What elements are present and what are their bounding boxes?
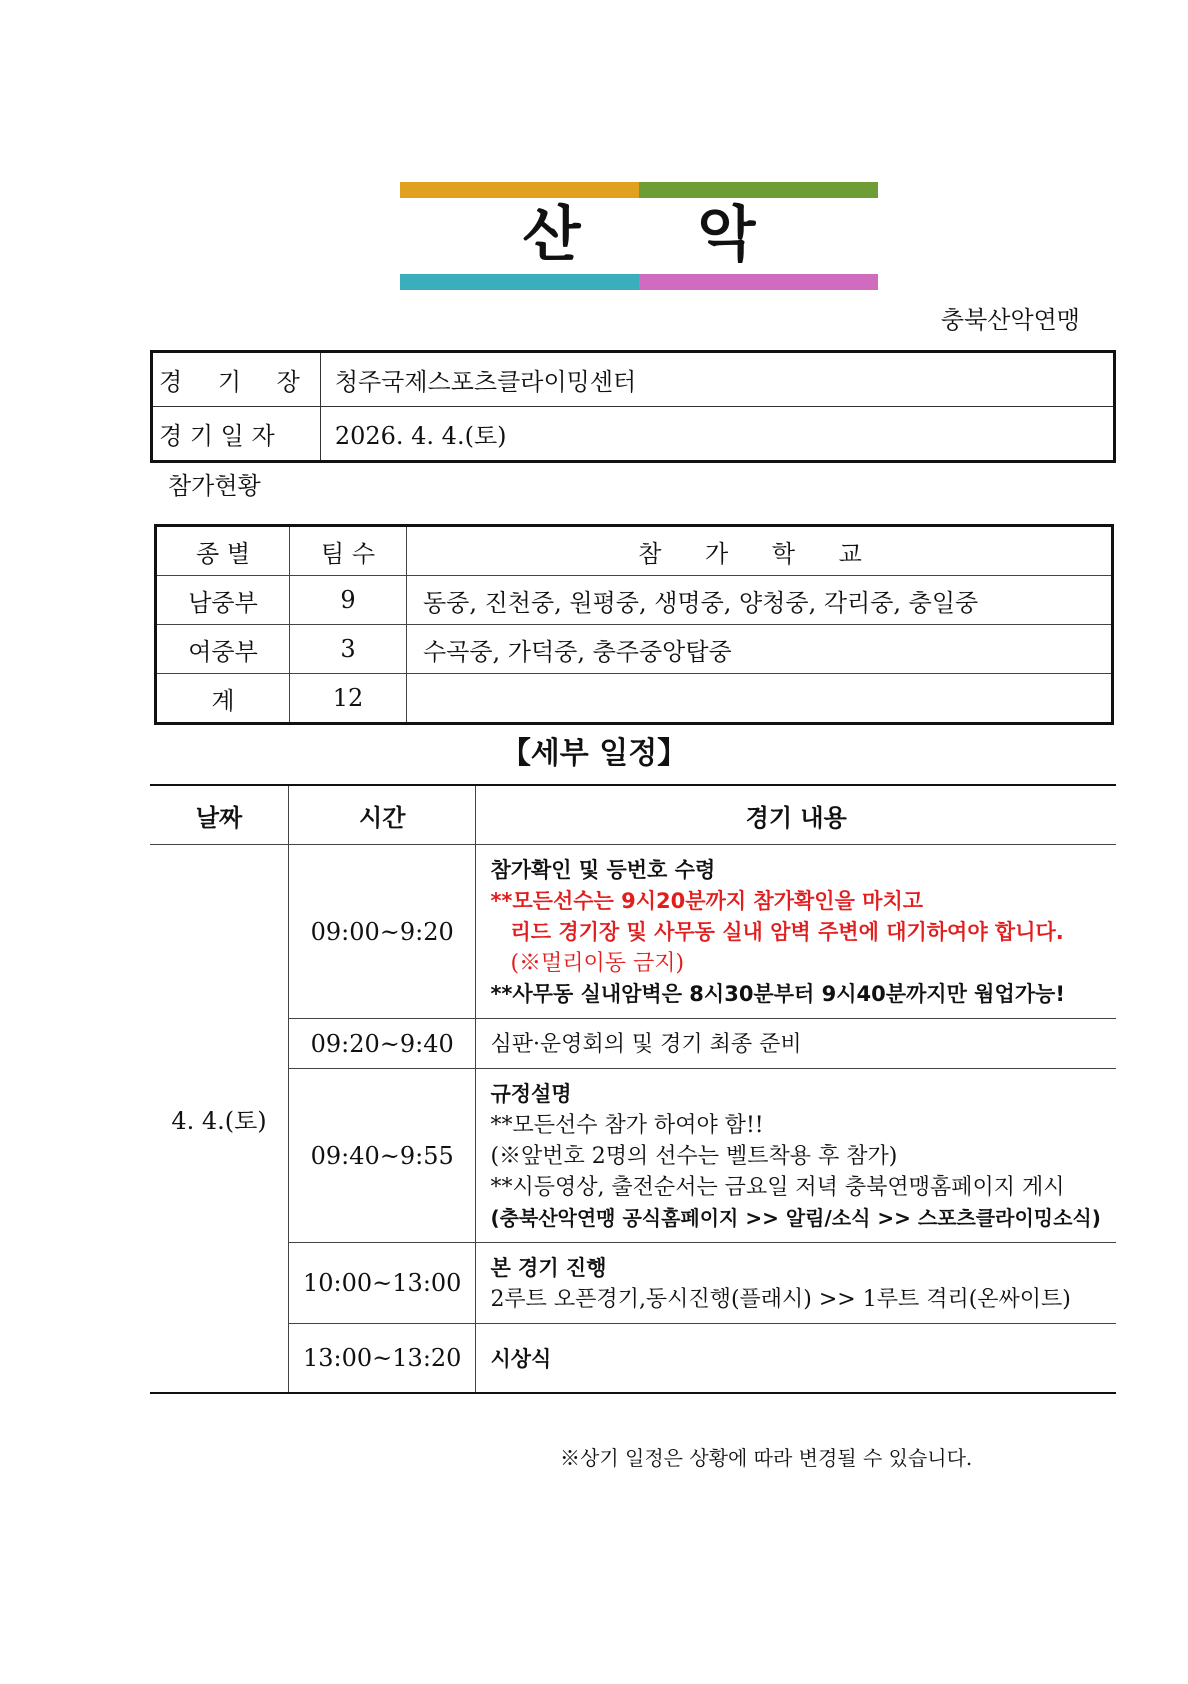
teams-cell: 3 (290, 625, 407, 674)
schedule-header-row (150, 785, 1116, 845)
time-header: 시간 (289, 785, 476, 845)
schools-cell: 동중, 진천중, 원평중, 생명중, 양청중, 각리중, 충일중 (407, 576, 1113, 625)
schools-cell: 수곡중, 가덕중, 충주중앙탑중 (407, 625, 1113, 674)
venue-value: 청주국제스포츠클라이밍센터 (320, 352, 1114, 407)
content-line: 본 경기 진행 (490, 1256, 607, 1280)
table-row (156, 625, 1113, 674)
schedule-title: 【세부 일정】 (500, 736, 688, 771)
table-row (156, 674, 1113, 724)
page-title: 산 악 (522, 200, 804, 270)
content-line: **사무동 실내암벽은 8시30분부터 9시40분까지만 웜업가능! (490, 982, 1065, 1006)
top-bar-right (639, 182, 878, 198)
participation-table (154, 524, 1114, 725)
content-line: 2루트 오픈경기,동시진행(플래시) >> 1루트 격리(온싸이트) (490, 1287, 1071, 1312)
date-row (152, 407, 1115, 462)
content-cell (476, 1324, 1116, 1394)
date-header: 날짜 (150, 785, 289, 845)
division-cell: 계 (156, 674, 290, 724)
schools-header: 참 가 학 교 (407, 526, 1113, 576)
division-header: 종 별 (156, 526, 290, 576)
schedule-table (150, 784, 1116, 1394)
content-line: (※앞번호 2명의 선수는 벨트착용 후 참가) (490, 1144, 898, 1169)
content-cell (476, 845, 1116, 1019)
schools-cell (407, 674, 1113, 724)
content-line: (충북산악연맹 공식홈페이지 >> 알림/소식 >> 스포츠클라이밍소식) (490, 1206, 1101, 1230)
top-bar-left (400, 182, 639, 198)
teams-cell: 9 (290, 576, 407, 625)
participation-header-row (156, 526, 1113, 576)
venue-label: 경 기 장 (152, 352, 321, 407)
organization-name: 충북산악연맹 (940, 306, 1080, 334)
schedule-footnote: ※상기 일정은 상황에 따라 변경될 수 있습니다. (560, 1446, 973, 1470)
content-line: (※멀리이동 금지) (510, 951, 685, 976)
content-line: 참가확인 및 등번호 수령 (490, 858, 716, 882)
time-cell: 13:00~13:20 (289, 1324, 476, 1394)
table-row (156, 576, 1113, 625)
table-row (150, 1019, 1116, 1069)
date-value: 2026. 4. 4.(토) (334, 422, 507, 450)
date-label: 경 기 일 자 (152, 407, 321, 462)
time-cell: 09:40~9:55 (289, 1069, 476, 1243)
division-cell: 남중부 (156, 576, 290, 625)
content-header: 경기 내용 (476, 785, 1116, 845)
bottom-bar-left (400, 274, 639, 290)
content-line: **시등영상, 출전순서는 금요일 저녁 충북연맹홈페이지 게시 (490, 1175, 1065, 1200)
table-row (150, 1243, 1116, 1324)
time-cell: 10:00~13:00 (289, 1243, 476, 1324)
content-line: 리드 경기장 및 사무동 실내 암벽 주변에 대기하여야 합니다. (510, 920, 1064, 944)
content-cell (476, 1243, 1116, 1324)
participation-label: 참가현황 (168, 472, 261, 500)
table-row (150, 1069, 1116, 1243)
content-cell (476, 1069, 1116, 1243)
teams-cell: 12 (290, 674, 407, 724)
content-line: 심판·운영회의 및 경기 최종 준비 (490, 1032, 802, 1057)
content-line: 시상식 (490, 1346, 552, 1371)
event-info-table (150, 350, 1116, 463)
time-cell: 09:20~9:40 (289, 1019, 476, 1069)
table-row (150, 845, 1116, 1019)
bottom-bar-right (639, 274, 878, 290)
division-cell: 여중부 (156, 625, 290, 674)
venue-row (152, 352, 1115, 407)
content-line: 규정설명 (490, 1082, 572, 1106)
time-cell: 09:00~9:20 (289, 845, 476, 1019)
table-row (150, 1324, 1116, 1394)
teams-header: 팀 수 (290, 526, 407, 576)
content-line: **모든선수 참가 하여야 함!! (490, 1113, 764, 1138)
content-cell (476, 1019, 1116, 1069)
content-line: **모든선수는 9시20분까지 참가확인을 마치고 (490, 889, 924, 913)
schedule-date: 4. 4.(토) (171, 1107, 267, 1135)
